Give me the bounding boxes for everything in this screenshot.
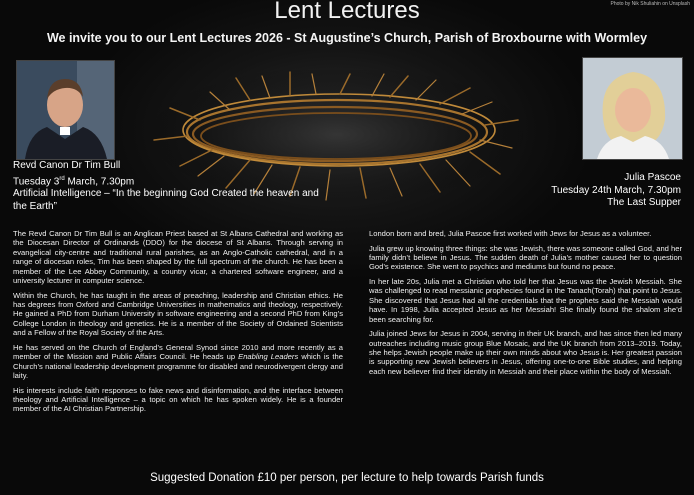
left-date-day: Tuesday 3: [13, 175, 60, 187]
right-speaker-topic: The Last Supper: [607, 197, 681, 208]
left-date-suffix: rd: [59, 175, 65, 182]
left-date-month: March, 7.30pm: [64, 175, 135, 187]
bio-text: which is the Church’s national leadership development programme for disabled and neurodivergent clergy and laity.: [13, 352, 343, 381]
left-speaker-info: [13, 160, 333, 213]
left-speaker-date: [13, 173, 333, 189]
left-speaker-bio: [13, 229, 343, 419]
left-speaker-name: Revd Canon Dr Tim Bull: [13, 160, 121, 171]
enabling-leaders-text: Enabling Leaders: [238, 352, 299, 362]
bio-paragraph: London born and bred, Julia Pascoe first worked with Jews for Jesus as a volunteer.: [369, 229, 652, 238]
page-title: Lent Lectures: [274, 0, 420, 24]
bio-paragraph: Julia joined Jews for Jesus in 2004, serving in their UK branch, and has since then led many outreaches including music group Blue Mosaic, and the UK branch from 2013–2019. Today, she helps Jewish people make up their own minds about who Jesus is. Her greatest passion is supporting new Jewish believers in Jesus, offering one-to-one Bible studies, and helping each new believer find their identity in Messiah and their place within the body of Messiah.: [369, 329, 682, 376]
tim-bull-photo: [16, 60, 115, 160]
right-speaker-info: [421, 172, 681, 210]
bio-paragraph: His interests include faith responses to fake news and disinformation, and the interface between theology and Artificial Intelligence – a topic on which he has spoken widely. He is a founder member of the AI Christian Partnership.: [13, 385, 343, 414]
bio-text: He has served on the Church of England’s General Synod since 2010 and more recently as a member of the Mission and Public Affairs Council. He heads up: [13, 342, 343, 362]
bio-paragraph: The Revd Canon Dr Tim Bull is an Anglican Priest based at St Albans Cathedral and working as the Diocesan Director of Ordinands (DDO) for the diocese of St Albans. Through serving in evangelical city-centre and traditional rural parishes, as an Anglo-Catholic cathedral, and in a range of diocesan roles, Tim has been shaped by the full spectrum of the church. He has been a member of the Lee Abbey Community, a country vicar, a chartered software engineer, and a university lecturer in computer science.: [13, 229, 343, 286]
photo-credit: Photo by Nik Shuliahin on Unsplash: [610, 1, 690, 7]
bio-paragraph: In her late 20s, Julia met a Christian who told her that Jesus was the Jewish Messiah. She was challenged to read messianic prophecies found in the Tanach(Torah) that point to Jesus. She discovered that Jesus had all the credentials that the prophets said the Messiah would have. In 1998, Julia accepted Jesus as her Messiah! She finally found the shalom she’d been searching for.: [369, 277, 682, 324]
bio-paragraph: [13, 343, 343, 381]
julia-pascoe-photo: [582, 57, 683, 160]
bio-paragraph: Within the Church, he has taught in the areas of preaching, leadership and Christian ethics. He has degrees from Oxford and Cambridge Universities in mathematics and theology, respectively. He gained a PhD from Durham University in software engineering and a second PhD from King’s College London in theology and genetics. He is a member of the Society of Ordained Scientists and a Fellow of the Royal Society of the Arts.: [13, 290, 343, 338]
right-speaker-date: Tuesday 24th March, 7.30pm: [551, 184, 681, 196]
page-subtitle: We invite you to our Lent Lectures 2026 - St Augustine’s Church, Parish of Broxbourne with Wormley: [46, 31, 648, 45]
donation-note: Suggested Donation £10 per person, per lecture to help towards Parish funds: [150, 472, 544, 484]
left-speaker-topic: Artificial Intelligence – “In the beginning God Created the heaven and the Earth”: [13, 188, 319, 212]
bio-paragraph: Julia grew up knowing three things: she was Jewish, there was someone called God, and her family didn’t believe in Jesus. The sudden death of Julia’s mother caused her to question God’s existence. She went to psychics and mediums but found no peace.: [369, 243, 682, 272]
right-speaker-name: Julia Pascoe: [624, 172, 681, 183]
right-speaker-bio: [369, 229, 682, 381]
